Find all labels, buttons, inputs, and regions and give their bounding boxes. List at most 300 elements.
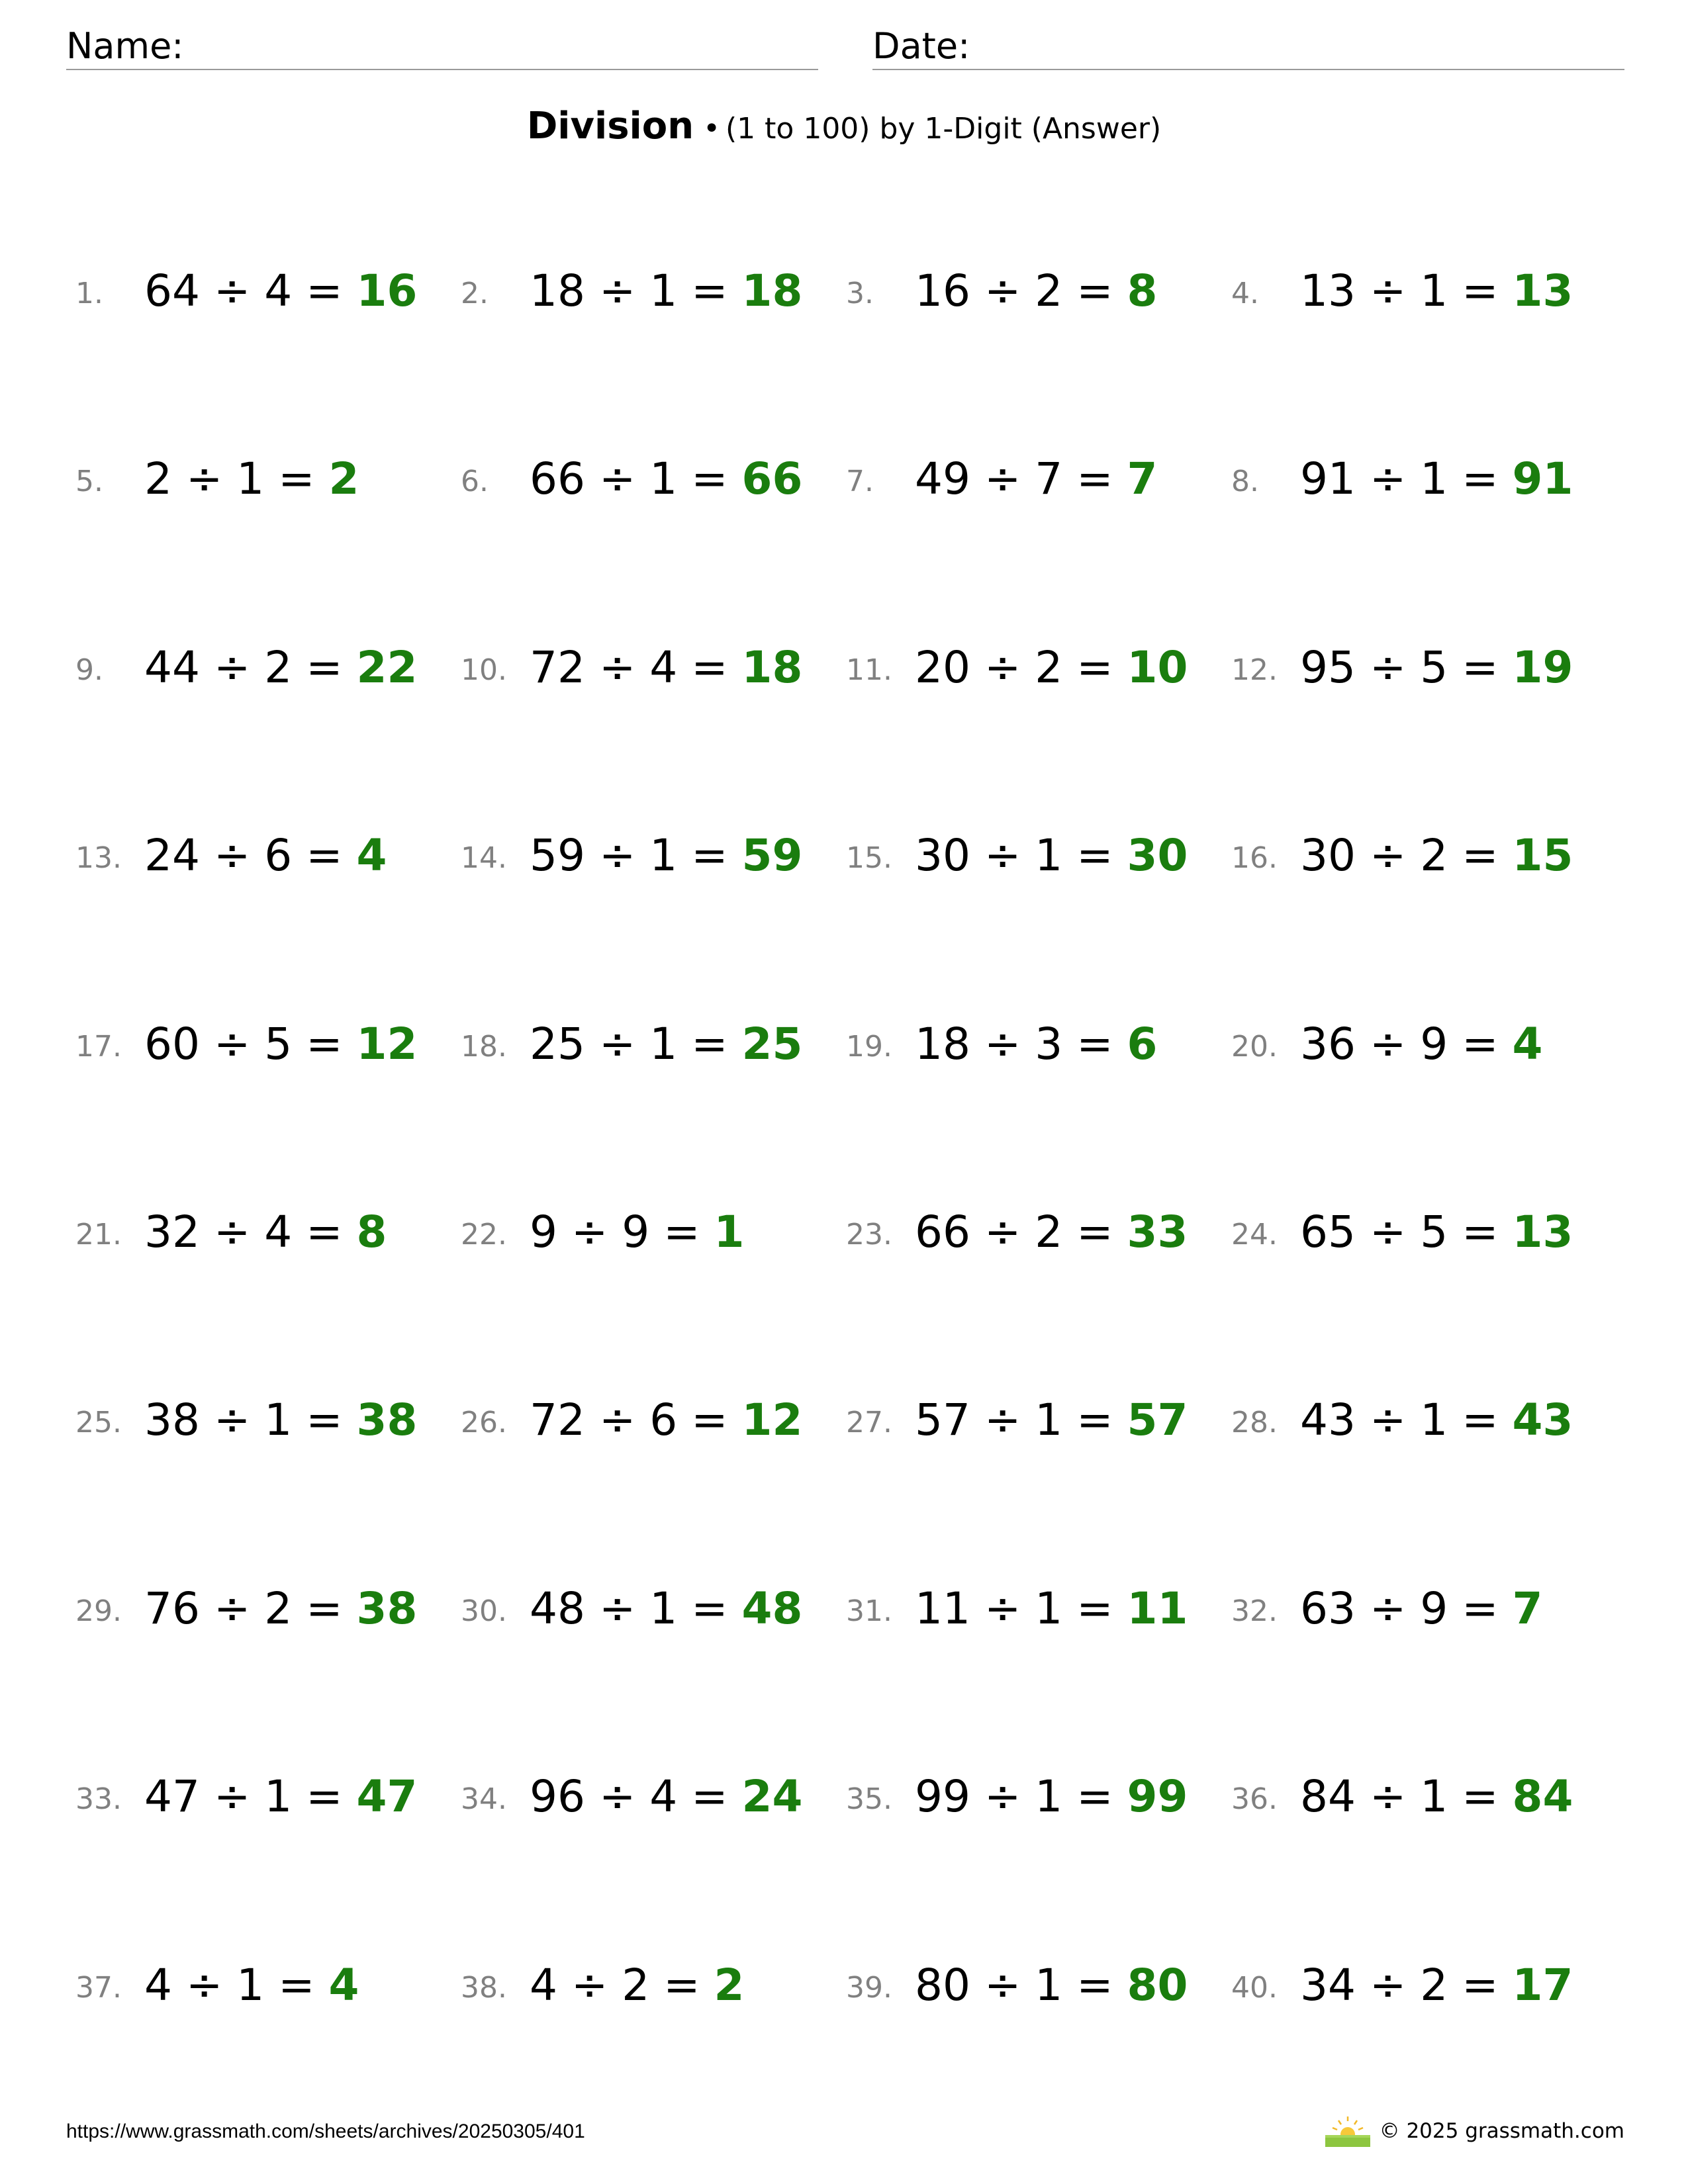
problem-number: 1. bbox=[75, 277, 103, 310]
answer: 33 bbox=[1127, 1206, 1188, 1257]
divisor: 2 bbox=[1420, 1960, 1448, 2011]
answer: 18 bbox=[741, 642, 803, 693]
dividend: 64 bbox=[144, 265, 200, 316]
answer: 13 bbox=[1512, 1206, 1573, 1257]
dividend: 72 bbox=[530, 1394, 585, 1445]
equals-sign: = bbox=[677, 1583, 742, 1634]
answer: 59 bbox=[741, 830, 803, 881]
equals-sign: = bbox=[649, 1206, 714, 1257]
divisor: 9 bbox=[1420, 1583, 1448, 1634]
equals-sign: = bbox=[1448, 1583, 1513, 1634]
dividend: 9 bbox=[530, 1206, 557, 1257]
equals-sign: = bbox=[1062, 830, 1127, 881]
divide-sign: ÷ bbox=[1355, 1583, 1421, 1634]
divide-sign: ÷ bbox=[199, 1771, 265, 1822]
problem-expression bbox=[144, 265, 417, 318]
problem-number: 39. bbox=[846, 1971, 892, 2005]
divisor: 1 bbox=[1035, 1960, 1063, 2011]
divide-sign: ÷ bbox=[585, 830, 650, 881]
dividend: 30 bbox=[915, 830, 970, 881]
problem-expression bbox=[915, 1394, 1188, 1447]
dividend: 47 bbox=[144, 1771, 200, 1822]
problem-item bbox=[837, 823, 1221, 889]
answer: 47 bbox=[356, 1771, 418, 1822]
problem-number: 23. bbox=[846, 1218, 892, 1251]
problem-expression bbox=[915, 1582, 1188, 1635]
answer: 22 bbox=[356, 642, 418, 693]
divisor: 4 bbox=[649, 642, 678, 693]
dividend: 43 bbox=[1300, 1394, 1356, 1445]
dividend: 34 bbox=[1300, 1960, 1356, 2011]
problem-item bbox=[837, 1199, 1221, 1265]
problem-number: 18. bbox=[461, 1030, 507, 1064]
dividend: 25 bbox=[530, 1019, 585, 1069]
divisor: 1 bbox=[1035, 1583, 1063, 1634]
problem-number: 24. bbox=[1231, 1218, 1278, 1251]
answer: 24 bbox=[741, 1771, 803, 1822]
problem-item bbox=[451, 1764, 835, 1830]
dividend: 18 bbox=[915, 1019, 970, 1069]
problem-number: 12. bbox=[1231, 653, 1278, 687]
dividend: 95 bbox=[1300, 642, 1356, 693]
equals-sign: = bbox=[677, 1771, 742, 1822]
problem-item bbox=[451, 1199, 835, 1265]
dividend: 60 bbox=[144, 1019, 200, 1069]
answer: 2 bbox=[714, 1960, 745, 2011]
problem-expression bbox=[144, 1394, 417, 1447]
dividend: 63 bbox=[1300, 1583, 1356, 1634]
divisor: 2 bbox=[1035, 642, 1063, 693]
problem-number: 8. bbox=[1231, 465, 1259, 498]
problem-item bbox=[1222, 1011, 1606, 1077]
divide-sign: ÷ bbox=[970, 453, 1035, 504]
dividend: 4 bbox=[144, 1960, 172, 2011]
equals-sign: = bbox=[1062, 1583, 1127, 1634]
problem-expression bbox=[1300, 265, 1573, 318]
answer: 48 bbox=[741, 1583, 803, 1634]
answer: 91 bbox=[1512, 453, 1573, 504]
problem-expression bbox=[144, 1959, 359, 2012]
problem-expression bbox=[1300, 1018, 1542, 1071]
equals-sign: = bbox=[1062, 265, 1127, 316]
answer: 30 bbox=[1127, 830, 1188, 881]
divisor: 1 bbox=[1420, 1394, 1448, 1445]
divisor: 4 bbox=[264, 265, 293, 316]
equals-sign: = bbox=[677, 830, 742, 881]
dividend: 20 bbox=[915, 642, 970, 693]
divisor: 1 bbox=[264, 1394, 293, 1445]
answer: 57 bbox=[1127, 1394, 1188, 1445]
problem-item bbox=[1222, 1952, 1606, 2019]
divide-sign: ÷ bbox=[970, 1394, 1035, 1445]
problem-number: 3. bbox=[846, 277, 874, 310]
equals-sign: = bbox=[1448, 1771, 1513, 1822]
problem-expression bbox=[144, 641, 417, 694]
answer: 7 bbox=[1512, 1583, 1543, 1634]
problem-item bbox=[1222, 1199, 1606, 1265]
equals-sign: = bbox=[1062, 642, 1127, 693]
dividend: 38 bbox=[144, 1394, 200, 1445]
problem-expression bbox=[1300, 453, 1573, 506]
problem-number: 21. bbox=[75, 1218, 122, 1251]
problem-expression bbox=[144, 1770, 417, 1823]
equals-sign: = bbox=[292, 830, 357, 881]
problem-expression bbox=[530, 265, 802, 318]
problem-item bbox=[66, 1764, 450, 1830]
answer: 15 bbox=[1512, 830, 1573, 881]
problem-expression bbox=[1300, 1394, 1573, 1447]
equals-sign: = bbox=[292, 1394, 357, 1445]
problem-expression bbox=[915, 1206, 1188, 1259]
problem-item bbox=[66, 1952, 450, 2019]
problem-item bbox=[1222, 258, 1606, 324]
answer: 12 bbox=[356, 1019, 418, 1069]
divisor: 7 bbox=[1035, 453, 1063, 504]
equals-sign: = bbox=[1448, 1960, 1513, 2011]
problem-number: 30. bbox=[461, 1594, 507, 1628]
equals-sign: = bbox=[292, 265, 357, 316]
sun-over-grass-icon bbox=[1324, 2115, 1372, 2148]
equals-sign: = bbox=[1062, 1960, 1127, 2011]
equals-sign: = bbox=[1448, 453, 1513, 504]
problem-item bbox=[66, 1387, 450, 1453]
problem-expression bbox=[915, 265, 1157, 318]
problem-number: 7. bbox=[846, 465, 874, 498]
problem-item bbox=[66, 1011, 450, 1077]
answer: 25 bbox=[741, 1019, 803, 1069]
equals-sign: = bbox=[1448, 265, 1513, 316]
answer: 84 bbox=[1512, 1771, 1573, 1822]
name-field[interactable] bbox=[66, 24, 818, 70]
equals-sign: = bbox=[1448, 1394, 1513, 1445]
divide-sign: ÷ bbox=[1355, 265, 1421, 316]
name-label: Name: bbox=[66, 25, 184, 67]
answer: 99 bbox=[1127, 1771, 1188, 1822]
answer: 18 bbox=[741, 265, 803, 316]
problem-item bbox=[837, 1576, 1221, 1642]
divide-sign: ÷ bbox=[970, 1583, 1035, 1634]
problem-number: 4. bbox=[1231, 277, 1259, 310]
divide-sign: ÷ bbox=[970, 1960, 1035, 2011]
dividend: 49 bbox=[915, 453, 970, 504]
dividend: 66 bbox=[915, 1206, 970, 1257]
equals-sign: = bbox=[1062, 1394, 1127, 1445]
problem-number: 25. bbox=[75, 1406, 122, 1439]
divisor: 4 bbox=[649, 1771, 678, 1822]
divisor: 4 bbox=[264, 1206, 293, 1257]
equals-sign: = bbox=[1448, 1206, 1513, 1257]
divide-sign: ÷ bbox=[1355, 1394, 1421, 1445]
problem-number: 34. bbox=[461, 1782, 507, 1816]
dividend: 16 bbox=[915, 265, 970, 316]
equals-sign: = bbox=[292, 1206, 357, 1257]
divide-sign: ÷ bbox=[970, 1206, 1035, 1257]
problem-item bbox=[451, 1387, 835, 1453]
equals-sign: = bbox=[677, 453, 742, 504]
answer: 13 bbox=[1512, 265, 1573, 316]
dividend: 48 bbox=[530, 1583, 585, 1634]
dividend: 66 bbox=[530, 453, 585, 504]
divide-sign: ÷ bbox=[585, 1019, 650, 1069]
answer: 80 bbox=[1127, 1960, 1188, 2011]
equals-sign: = bbox=[1062, 1771, 1127, 1822]
divide-sign: ÷ bbox=[585, 1394, 650, 1445]
answer: 38 bbox=[356, 1583, 418, 1634]
dividend: 59 bbox=[530, 830, 585, 881]
dividend: 76 bbox=[144, 1583, 200, 1634]
dividend: 24 bbox=[144, 830, 200, 881]
divisor: 1 bbox=[649, 830, 678, 881]
problem-number: 29. bbox=[75, 1594, 122, 1628]
divisor: 1 bbox=[1035, 1771, 1063, 1822]
dividend: 11 bbox=[915, 1583, 970, 1634]
dividend: 57 bbox=[915, 1394, 970, 1445]
problem-expression bbox=[915, 641, 1188, 694]
dividend: 36 bbox=[1300, 1019, 1356, 1069]
dividend: 91 bbox=[1300, 453, 1356, 504]
equals-sign: = bbox=[677, 265, 742, 316]
answer: 17 bbox=[1512, 1960, 1573, 2011]
divisor: 1 bbox=[1420, 1771, 1448, 1822]
divide-sign: ÷ bbox=[1355, 453, 1421, 504]
problem-item bbox=[451, 1952, 835, 2019]
problem-item bbox=[66, 258, 450, 324]
problem-item bbox=[66, 823, 450, 889]
divide-sign: ÷ bbox=[557, 1960, 622, 2011]
problem-number: 14. bbox=[461, 841, 507, 875]
problem-item bbox=[451, 635, 835, 701]
problem-item bbox=[1222, 1764, 1606, 1830]
divide-sign: ÷ bbox=[970, 1771, 1035, 1822]
problem-expression bbox=[530, 1582, 802, 1635]
dividend: 80 bbox=[915, 1960, 970, 2011]
problem-number: 36. bbox=[1231, 1782, 1278, 1816]
problem-number: 37. bbox=[75, 1971, 122, 2005]
divisor: 1 bbox=[1420, 453, 1448, 504]
divisor: 9 bbox=[622, 1206, 650, 1257]
date-field[interactable] bbox=[872, 24, 1624, 70]
divide-sign: ÷ bbox=[585, 642, 650, 693]
problem-number: 10. bbox=[461, 653, 507, 687]
problem-number: 19. bbox=[846, 1030, 892, 1064]
answer: 4 bbox=[1512, 1019, 1543, 1069]
problem-expression bbox=[1300, 1770, 1573, 1823]
answer: 10 bbox=[1127, 642, 1188, 693]
problem-item bbox=[837, 1952, 1221, 2019]
problem-number: 33. bbox=[75, 1782, 122, 1816]
copyright: © 2025 grassmath.com bbox=[1379, 2119, 1624, 2143]
answer: 11 bbox=[1127, 1583, 1188, 1634]
divide-sign: ÷ bbox=[1355, 1771, 1421, 1822]
problem-item bbox=[837, 1011, 1221, 1077]
problem-number: 13. bbox=[75, 841, 122, 875]
footer-url: https://www.grassmath.com/sheets/archives/20250305/401 bbox=[66, 2120, 585, 2142]
problem-item bbox=[451, 258, 835, 324]
dividend: 44 bbox=[144, 642, 200, 693]
divide-sign: ÷ bbox=[585, 1583, 650, 1634]
divisor: 3 bbox=[1035, 1019, 1063, 1069]
answer: 12 bbox=[741, 1394, 803, 1445]
problem-item bbox=[66, 635, 450, 701]
divisor: 5 bbox=[1420, 1206, 1448, 1257]
divide-sign: ÷ bbox=[557, 1206, 622, 1257]
problem-item bbox=[1222, 1576, 1606, 1642]
problem-number: 20. bbox=[1231, 1030, 1278, 1064]
divisor: 6 bbox=[264, 830, 293, 881]
problem-expression bbox=[530, 1206, 744, 1259]
problem-item bbox=[66, 446, 450, 512]
problem-number: 6. bbox=[461, 465, 489, 498]
divide-sign: ÷ bbox=[970, 642, 1035, 693]
divide-sign: ÷ bbox=[585, 453, 650, 504]
dividend: 32 bbox=[144, 1206, 200, 1257]
equals-sign: = bbox=[264, 453, 329, 504]
divide-sign: ÷ bbox=[199, 1583, 265, 1634]
dividend: 96 bbox=[530, 1771, 585, 1822]
problem-number: 27. bbox=[846, 1406, 892, 1439]
equals-sign: = bbox=[677, 1019, 742, 1069]
title-main: Division bbox=[526, 105, 694, 148]
equals-sign: = bbox=[292, 1019, 357, 1069]
divide-sign: ÷ bbox=[1355, 1206, 1421, 1257]
problem-expression bbox=[1300, 641, 1573, 694]
answer: 1 bbox=[714, 1206, 745, 1257]
divide-sign: ÷ bbox=[199, 265, 265, 316]
equals-sign: = bbox=[1062, 453, 1127, 504]
equals-sign: = bbox=[292, 642, 357, 693]
problem-expression bbox=[530, 1959, 744, 2012]
equals-sign: = bbox=[292, 1771, 357, 1822]
equals-sign: = bbox=[292, 1583, 357, 1634]
problem-expression bbox=[1300, 1959, 1573, 2012]
divide-sign: ÷ bbox=[1355, 642, 1421, 693]
dividend: 4 bbox=[530, 1960, 557, 2011]
problem-number: 5. bbox=[75, 465, 103, 498]
title-subtitle: (1 to 100) by 1-Digit (Answer) bbox=[726, 112, 1162, 146]
equals-sign: = bbox=[264, 1960, 329, 2011]
equals-sign: = bbox=[1448, 830, 1513, 881]
answer: 7 bbox=[1127, 453, 1158, 504]
dividend: 99 bbox=[915, 1771, 970, 1822]
problem-expression bbox=[144, 1582, 417, 1635]
problem-expression bbox=[144, 829, 387, 882]
problem-number: 11. bbox=[846, 653, 892, 687]
divide-sign: ÷ bbox=[199, 1019, 265, 1069]
problem-item bbox=[837, 446, 1221, 512]
answer: 43 bbox=[1512, 1394, 1573, 1445]
answer: 6 bbox=[1127, 1019, 1158, 1069]
problem-item bbox=[837, 1764, 1221, 1830]
equals-sign: = bbox=[1448, 642, 1513, 693]
problem-number: 38. bbox=[461, 1971, 507, 2005]
answer: 8 bbox=[1127, 265, 1158, 316]
answer: 38 bbox=[356, 1394, 418, 1445]
divide-sign: ÷ bbox=[585, 265, 650, 316]
equals-sign: = bbox=[677, 642, 742, 693]
equals-sign: = bbox=[1062, 1206, 1127, 1257]
divisor: 1 bbox=[1420, 265, 1448, 316]
problem-expression bbox=[144, 1206, 387, 1259]
problem-item bbox=[451, 1576, 835, 1642]
divisor: 1 bbox=[1035, 1394, 1063, 1445]
answer: 8 bbox=[356, 1206, 387, 1257]
problem-expression bbox=[144, 1018, 417, 1071]
problem-number: 26. bbox=[461, 1406, 507, 1439]
divide-sign: ÷ bbox=[172, 453, 237, 504]
divisor: 1 bbox=[1035, 830, 1063, 881]
answer: 4 bbox=[356, 830, 387, 881]
problem-number: 2. bbox=[461, 277, 489, 310]
problem-number: 40. bbox=[1231, 1971, 1278, 2005]
answer: 66 bbox=[741, 453, 803, 504]
problem-item bbox=[451, 446, 835, 512]
dividend: 30 bbox=[1300, 830, 1356, 881]
problem-number: 9. bbox=[75, 653, 103, 687]
divisor: 1 bbox=[649, 1019, 678, 1069]
problem-expression bbox=[530, 641, 802, 694]
divisor: 1 bbox=[236, 1960, 265, 2011]
divisor: 1 bbox=[649, 1583, 678, 1634]
answer: 4 bbox=[328, 1960, 359, 2011]
problem-item bbox=[1222, 446, 1606, 512]
problem-expression bbox=[915, 1959, 1188, 2012]
problem-number: 31. bbox=[846, 1594, 892, 1628]
divisor: 5 bbox=[264, 1019, 293, 1069]
problem-item bbox=[451, 1011, 835, 1077]
problem-number: 28. bbox=[1231, 1406, 1278, 1439]
problem-item bbox=[1222, 1387, 1606, 1453]
divide-sign: ÷ bbox=[585, 1771, 650, 1822]
problem-expression bbox=[1300, 1582, 1542, 1635]
divide-sign: ÷ bbox=[172, 1960, 237, 2011]
dividend: 65 bbox=[1300, 1206, 1356, 1257]
divide-sign: ÷ bbox=[1355, 1960, 1421, 2011]
problem-number: 35. bbox=[846, 1782, 892, 1816]
answer: 19 bbox=[1512, 642, 1573, 693]
problem-number: 17. bbox=[75, 1030, 122, 1064]
divisor: 9 bbox=[1420, 1019, 1448, 1069]
divisor: 2 bbox=[1420, 830, 1448, 881]
problem-item bbox=[837, 635, 1221, 701]
dividend: 72 bbox=[530, 642, 585, 693]
divide-sign: ÷ bbox=[199, 642, 265, 693]
divide-sign: ÷ bbox=[1355, 1019, 1421, 1069]
problem-number: 32. bbox=[1231, 1594, 1278, 1628]
problem-item bbox=[451, 823, 835, 889]
problem-item bbox=[66, 1576, 450, 1642]
page-title bbox=[0, 105, 1688, 148]
divisor: 2 bbox=[1035, 1206, 1063, 1257]
divide-sign: ÷ bbox=[970, 830, 1035, 881]
problem-item bbox=[837, 1387, 1221, 1453]
title-separator: • bbox=[703, 112, 721, 146]
dividend: 13 bbox=[1300, 265, 1356, 316]
divisor: 5 bbox=[1420, 642, 1448, 693]
divisor: 1 bbox=[236, 453, 265, 504]
problem-expression bbox=[1300, 829, 1573, 882]
divide-sign: ÷ bbox=[199, 830, 265, 881]
dividend: 84 bbox=[1300, 1771, 1356, 1822]
divide-sign: ÷ bbox=[970, 265, 1035, 316]
problem-item bbox=[66, 1199, 450, 1265]
equals-sign: = bbox=[649, 1960, 714, 2011]
divisor: 6 bbox=[649, 1394, 678, 1445]
problem-expression bbox=[915, 1018, 1157, 1071]
equals-sign: = bbox=[1062, 1019, 1127, 1069]
problem-number: 16. bbox=[1231, 841, 1278, 875]
problem-expression bbox=[144, 453, 359, 506]
divide-sign: ÷ bbox=[970, 1019, 1035, 1069]
